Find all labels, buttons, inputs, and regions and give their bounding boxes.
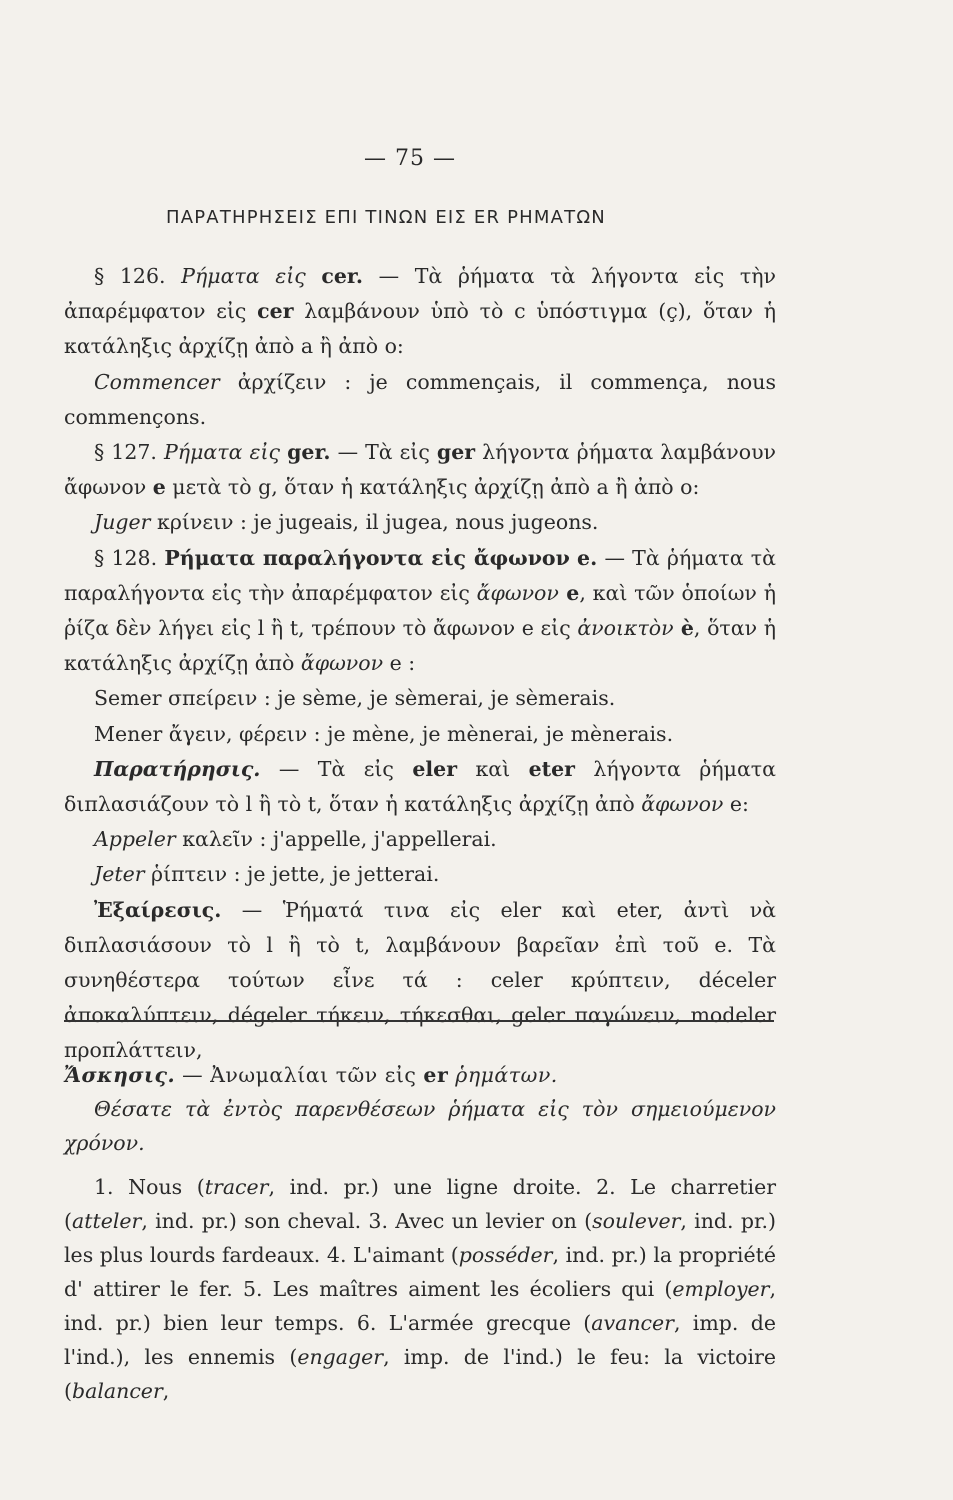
verb: posséder (458, 1243, 553, 1267)
section-number: § 128. (94, 545, 158, 570)
example-text: κρίνειν : je jugeais, il jugea, nous jugeons. (150, 510, 599, 535)
text: — Ἀνωμαλίαι τῶν εἰς (175, 1063, 424, 1087)
term: eler (412, 756, 458, 781)
text: , ind. pr.) une ligne droite. 2. Le charretier ( (64, 1175, 776, 1233)
example-text: καλεῖν : j'appelle, j'appellerai. (175, 827, 497, 852)
exercise-items (64, 1170, 776, 1408)
verb: soulever (592, 1209, 681, 1233)
text: μετὰ τὸ g, ὅταν ἡ κατάληξις ἀρχίζῃ ἀπὸ a ἢ ἀπὸ o: (165, 475, 700, 500)
paragraph-title: Παρατήρησις. (94, 756, 261, 781)
text: — Τὰ εἰς (330, 440, 437, 465)
example-text: ἀρχίζειν : je commençais, il commença, nous commençons. (64, 369, 776, 429)
term: ἄφωνον (476, 580, 559, 605)
section-number: § 127. (94, 440, 157, 465)
text: e: (723, 792, 749, 817)
paragraph-key: cer. (321, 264, 363, 288)
text: λαμβάνουν ὑπὸ τὸ c ὑπόστιγμα (ç), ὅταν ἡ κατάληξις ἀρχίζῃ ἀπὸ a ἢ ἀπὸ o: (64, 299, 776, 359)
example-text: ῥίπτειν : je jette, je jetterai. (144, 862, 440, 887)
paragraph-126 (64, 259, 776, 365)
exercise-label: Ἄσκησις. (64, 1063, 176, 1087)
paragraph-title: Ρήματα παραλήγοντα εἰς ἄφωνον (164, 545, 570, 570)
text: — Τὰ εἰς (260, 756, 413, 781)
body-text (64, 259, 776, 1069)
text: , ὅταν ἡ κατάληξις ἀρχίζῃ ἀπὸ (64, 616, 776, 676)
example-verb: Jeter (94, 862, 145, 887)
paragraph-key: ger. (287, 440, 331, 465)
example-127 (64, 505, 776, 540)
exercise-section (64, 1058, 776, 1408)
example-verb: Juger (94, 510, 151, 535)
verb: atteler (72, 1209, 142, 1233)
verb: tracer (204, 1175, 269, 1199)
term: ἄφωνον (300, 651, 384, 676)
text: ῥημάτων. (448, 1063, 558, 1087)
exercise-instruction: Θέσατε τὰ ἐντὸς παρενθέσεων ῥήματα εἰς τὸν σημειούμενον χρόνον. (64, 1097, 776, 1155)
section-number: § 126. (94, 264, 166, 288)
example-jeter (64, 857, 776, 892)
text: λήγοντα ῥήματα λαμβάνουν ἄφωνον (64, 440, 776, 500)
text: — Ῥήματά τινα εἰς eler καὶ eter, ἀντὶ νὰ διπλασιάσουν τὸ l ἢ τὸ t, λαμβάνουν βαρεῖαν ἐπὶ τοῦ e. Τὰ συνηθέστερα τούτων εἶνε τά : celer κρύπτειν, déceler ἀποκαλύπτειν, dégeler τήκειν, τήκεσθαι, geler παγώνειν, modeler προπλάττειν, (64, 897, 776, 1063)
text: λήγοντα ῥήματα διπλασιάζουν τὸ l ἢ τὸ t, ὅταν ἡ κατάληξις ἀρχίζῃ ἀπὸ (64, 756, 776, 817)
text: , ind. pr.) bien leur temps. 6. L'armée grecque ( (64, 1277, 776, 1335)
text: καὶ (457, 756, 529, 781)
verb: engager (297, 1345, 384, 1369)
example-126 (64, 365, 776, 435)
text: , ind. pr.) la propriété d' attirer le fer. 5. Les maîtres aiment les écoliers qui ( (64, 1243, 776, 1301)
term: er (423, 1063, 449, 1087)
paragraph-key: e. (577, 545, 598, 570)
verb: employer (672, 1277, 770, 1301)
text: , καὶ τῶν ὁποίων ἡ ῥίζα δὲν λήγει εἰς l ἢ t, τρέπουν τὸ ἄφωνον e εἰς (64, 580, 776, 641)
text: , ind. pr.) son cheval. 3. Avec un levier on ( (141, 1209, 593, 1233)
page-number: — 75 — (364, 146, 456, 171)
example-128-semer: Semer σπείρειν : je sème, je sèmerai, je sèmerais. (94, 686, 616, 711)
example-verb: Appeler (94, 827, 176, 852)
term: cer (257, 299, 294, 324)
text: — Τὰ ῥήματα τὰ λήγοντα εἰς τὴν ἀπαρέμφατον εἰς (64, 264, 776, 324)
section-heading: ΠΑΡΑΤΗΡΗΣΕΙΣ ΕΠΙ ΤΙΝΩΝ ΕΙΣ ER ΡΗΜΑΤΩΝ (166, 207, 606, 228)
divider-rule (64, 1020, 774, 1022)
text: , ind. pr.) les plus lourds fardeaux. 4. L'aimant ( (64, 1209, 777, 1267)
paragraph-127 (64, 435, 776, 505)
paragraph-title: Ρήματα εἰς (164, 440, 281, 465)
verb: balancer (72, 1379, 163, 1403)
term: e (152, 475, 166, 500)
text: e : (383, 651, 416, 676)
text: , (162, 1379, 170, 1403)
term: è (673, 616, 694, 641)
verb: avancer (591, 1311, 674, 1335)
exercise-title (64, 1058, 776, 1092)
text: 1. Nous ( (94, 1175, 205, 1199)
term: ἀνοικτὸν (577, 616, 674, 641)
paragraph-title: Ρήματα εἰς (181, 264, 306, 288)
example-appeler (64, 822, 776, 857)
text: — Τὰ ῥήματα τὰ παραλήγοντα εἰς τὴν ἀπαρέμφατον εἰς (64, 545, 776, 605)
paragraph-exairesis (64, 893, 776, 1069)
example-128-mener: Mener ἄγειν, φέρειν : je mène, je mènerai, je mènerais. (94, 721, 674, 746)
term: ger (436, 440, 476, 465)
paragraph-128 (64, 541, 776, 682)
text: , imp. de l'ind.) le feu: la victoire ( (64, 1345, 777, 1403)
paragraph-title: Ἐξαίρεσις. (94, 897, 222, 922)
paragraph-paratirisis (64, 752, 776, 822)
term: e (558, 580, 580, 605)
example-verb: Commencer (94, 369, 220, 394)
text: , imp. de l'ind.), les ennemis ( (64, 1311, 776, 1369)
term: eter (528, 756, 575, 781)
term: ἄφωνον (641, 792, 724, 817)
